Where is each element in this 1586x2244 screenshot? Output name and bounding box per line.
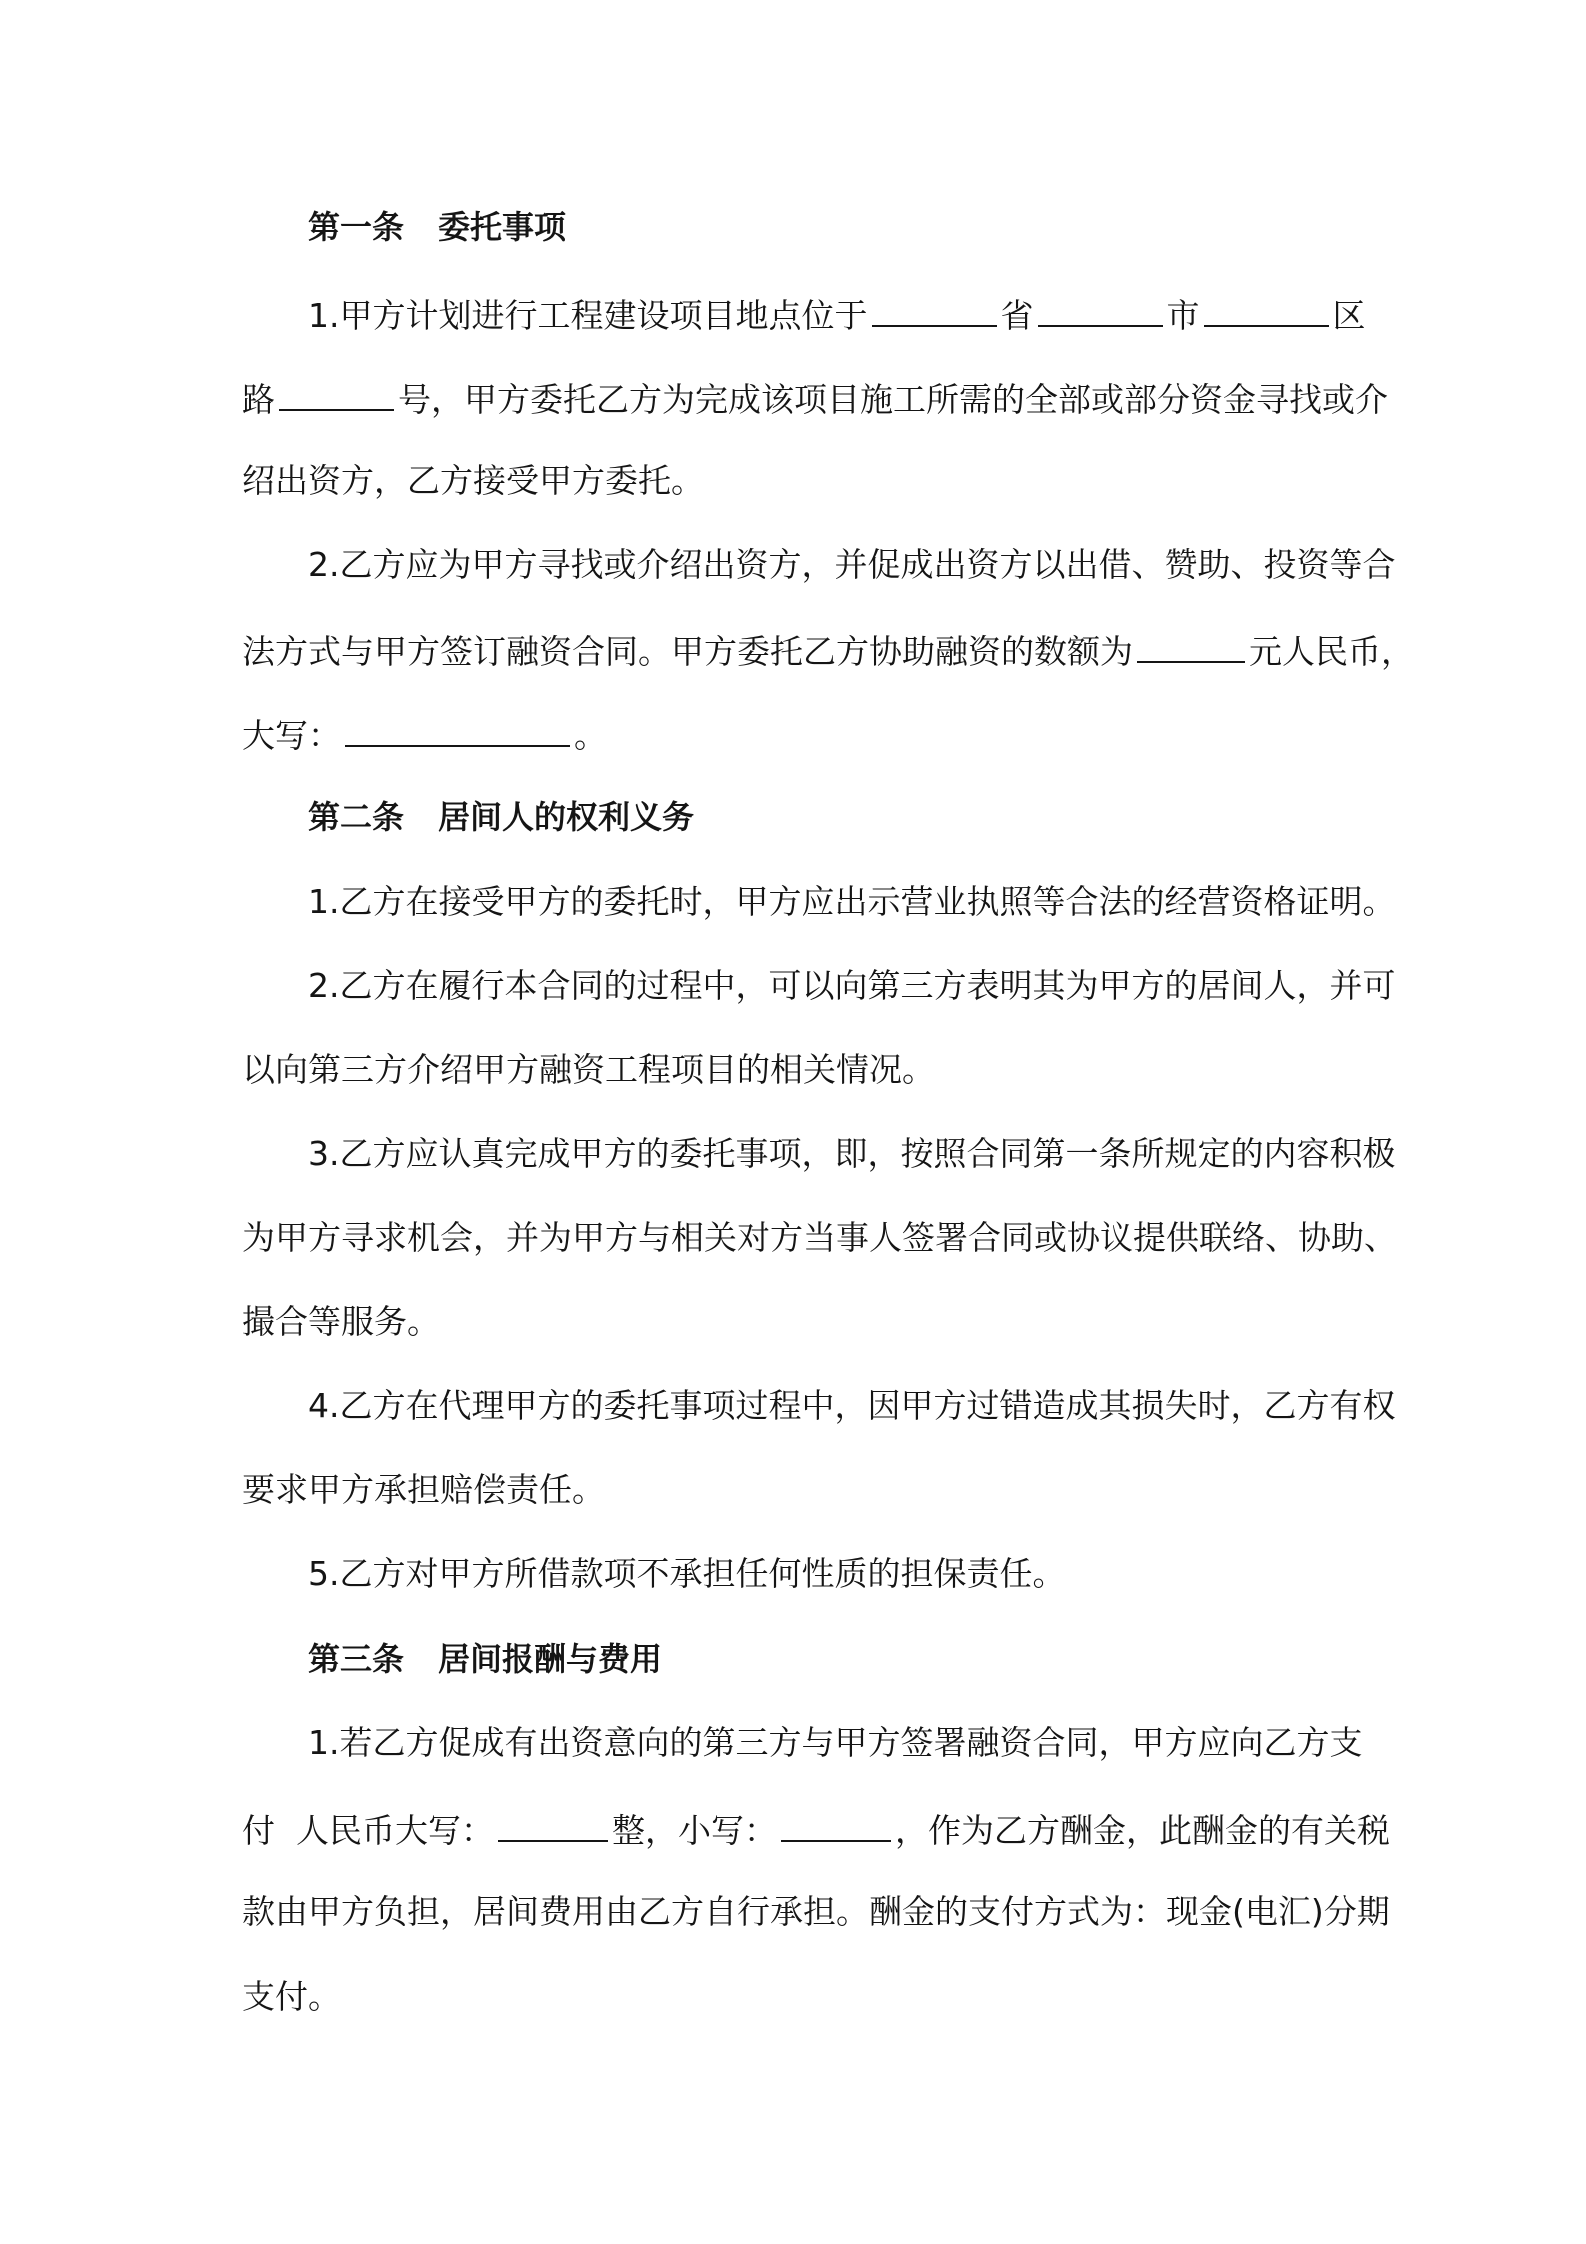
clause-text: 1.甲方计划进行工程建设项目地点位于: [308, 296, 868, 335]
clause-text: 付 人民币大写：: [242, 1811, 494, 1850]
clause-text: 号，甲方委托乙方为完成该项目施工所需的全部或部分资金寻找或介: [398, 380, 1388, 419]
clause-text: 4.乙方在代理甲方的委托事项过程中，因甲方过错造成其损失时，乙方有权: [308, 1386, 1396, 1425]
clause-text: 要求甲方承担赔偿责任。: [242, 1470, 605, 1509]
clause-text: 路: [242, 380, 275, 419]
article-3-heading: [308, 1637, 1428, 1681]
clause-text: 3.乙方应认真完成甲方的委托事项，即，按照合同第一条所规定的内容积极: [308, 1134, 1396, 1173]
clause-text: 为甲方寻求机会，并为甲方与相关对方当事人签署合同或协议提供联络、协助、: [242, 1218, 1397, 1257]
clause-text: 大写：: [242, 716, 341, 755]
article-1-clause-1-line-2: [242, 375, 1388, 419]
clause-text: 整，小写：: [611, 1811, 777, 1850]
article-2-title: 居间人的权利义务: [438, 798, 695, 836]
road-number-blank: [279, 375, 394, 411]
clause-text: 5.乙方对甲方所借款项不承担任何性质的担保责任。: [308, 1554, 1066, 1593]
clause-text: 市: [1166, 296, 1200, 335]
article-2-clause-4-line-2: [242, 1468, 1362, 1512]
clause-text: 。: [574, 716, 607, 755]
clause-text: 区: [1332, 296, 1366, 335]
clause-text: 支付。: [242, 1977, 341, 2016]
clause-text: 法方式与甲方签订融资合同。甲方委托乙方协助融资的数额为: [242, 632, 1133, 671]
article-1-clause-2-line-1: [308, 543, 1428, 587]
clause-text: 以向第三方介绍甲方融资工程项目的相关情况。: [242, 1050, 935, 1089]
article-1-clause-1-line-3: [242, 459, 1362, 503]
amount-blank: [1137, 627, 1245, 663]
article-3-clause-1-line-4: [242, 1975, 1362, 2019]
article-1-heading: [308, 205, 1428, 249]
article-2-clause-2-line-1: [308, 964, 1428, 1008]
clause-text: ，作为乙方酬金，此酬金的有关税: [894, 1811, 1390, 1850]
fee-in-words-blank: [498, 1806, 608, 1842]
article-3-clause-1-line-2: [242, 1806, 1390, 1850]
article-2-clause-3-line-3: [242, 1300, 1362, 1344]
article-1-title: 委托事项: [438, 208, 567, 246]
clause-text: 款由甲方负担，居间费用由乙方自行承担。酬金的支付方式为：现金(电汇)分期: [242, 1892, 1390, 1931]
article-2-heading: [308, 795, 1428, 839]
article-2-clause-4-line-1: [308, 1384, 1428, 1428]
clause-text: 1.若乙方促成有出资意向的第三方与甲方签署融资合同，甲方应向乙方支: [308, 1723, 1363, 1762]
article-3-title: 居间报酬与费用: [438, 1640, 663, 1678]
article-2-clause-3-line-2: [242, 1216, 1397, 1260]
article-2-clause-3-line-1: [308, 1132, 1428, 1176]
article-1-clause-2-line-2: [242, 627, 1414, 671]
article-2-clause-2-line-2: [242, 1048, 1362, 1092]
article-3-number: 第三条: [308, 1640, 405, 1678]
clause-text: 撮合等服务。: [242, 1302, 440, 1341]
clause-text: 2.乙方应为甲方寻找或介绍出资方，并促成出资方以出借、赞助、投资等合: [308, 545, 1396, 584]
article-1-clause-2-line-3: [242, 711, 1362, 755]
article-1-clause-1-line-1: [308, 291, 1428, 335]
article-1-number: 第一条: [308, 208, 405, 246]
clause-text: 省: [1000, 296, 1034, 335]
article-3-clause-1-line-3: [242, 1890, 1390, 1934]
clause-text: 1.乙方在接受甲方的委托时，甲方应出示营业执照等合法的经营资格证明。: [308, 882, 1396, 921]
clause-text: 元人民币，: [1249, 632, 1414, 671]
province-blank: [872, 291, 997, 327]
fee-in-figures-blank: [781, 1806, 891, 1842]
amount-in-words-blank: [345, 711, 570, 747]
clause-text: 2.乙方在履行本合同的过程中，可以向第三方表明其为甲方的居间人，并可: [308, 966, 1396, 1005]
article-2-clause-1: [308, 880, 1428, 924]
district-blank: [1204, 291, 1329, 327]
article-3-clause-1-line-1: [308, 1721, 1428, 1765]
article-2-number: 第二条: [308, 798, 405, 836]
clause-text: 绍出资方，乙方接受甲方委托。: [242, 461, 704, 500]
article-2-clause-5: [308, 1552, 1428, 1596]
city-blank: [1038, 291, 1163, 327]
